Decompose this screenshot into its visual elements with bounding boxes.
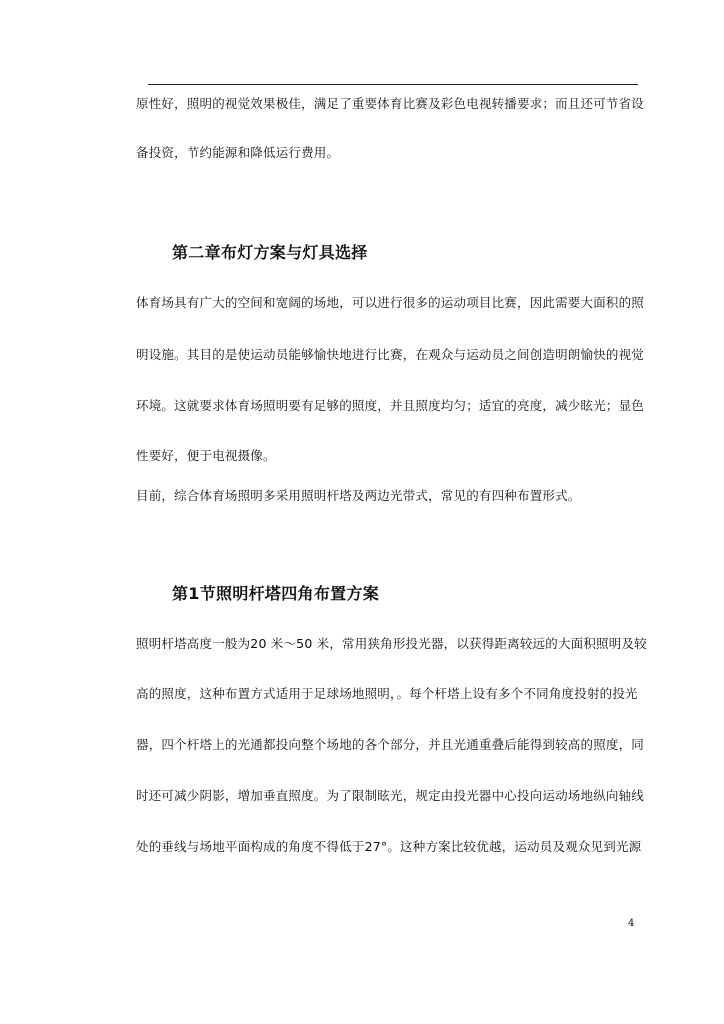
body-text-line: 目前，综合体育场照明多采用照明杆塔及两边光带式，常见的有四种布置形式。 (136, 488, 581, 503)
body-text-line: 性要好，便于电视摄像。 (136, 448, 276, 463)
body-text-line: 高的照度，这种布置方式适用于足球场地照明，。每个杆塔上设有多个不同角度投射的投光 (136, 686, 638, 701)
header-rule (148, 84, 638, 85)
body-text-line: 照明杆塔高度一般为20 米～50 米，常用狭角形投光器，以获得距离较远的大面积照明及较 (136, 636, 647, 651)
page-number: 4 (628, 918, 635, 929)
body-text-line: 环境。这就要求体育场照明要有足够的照度，并且照度均匀；适宜的亮度，减少眩光；显色 (136, 398, 645, 413)
body-text-line: 体育场具有广大的空间和宽阔的场地，可以进行很多的运动项目比赛，因此需要大面积的照 (136, 295, 645, 310)
body-text-line: 时还可减少阴影，增加垂直照度。为了限制眩光，规定由投光器中心投向运动场地纵向轴线 (136, 788, 645, 803)
body-text-line: 备投资，节约能源和降低运行费用。 (136, 145, 340, 160)
chapter-title: 第二章布灯方案与灯具选择 (172, 243, 368, 262)
body-text-line: 原性好，照明的视觉效果极佳，满足了重要体育比赛及彩色电视转播要求；而且还可节省设 (136, 96, 645, 111)
section-title: 第1节照明杆塔四角布置方案 (172, 584, 380, 603)
body-text-line: 明设施。其目的是使运动员能够愉快地进行比赛，在观众与运动员之间创造明朗愉快的视觉 (136, 347, 645, 362)
body-text-line: 处的垂线与场地平面构成的角度不得低于27°。这种方案比较优越，运动员及观众见到光源 (136, 839, 642, 854)
body-text-line: 器，四个杆塔上的光通都投向整个场地的各个部分，并且光通重叠后能得到较高的照度，同 (136, 737, 645, 752)
